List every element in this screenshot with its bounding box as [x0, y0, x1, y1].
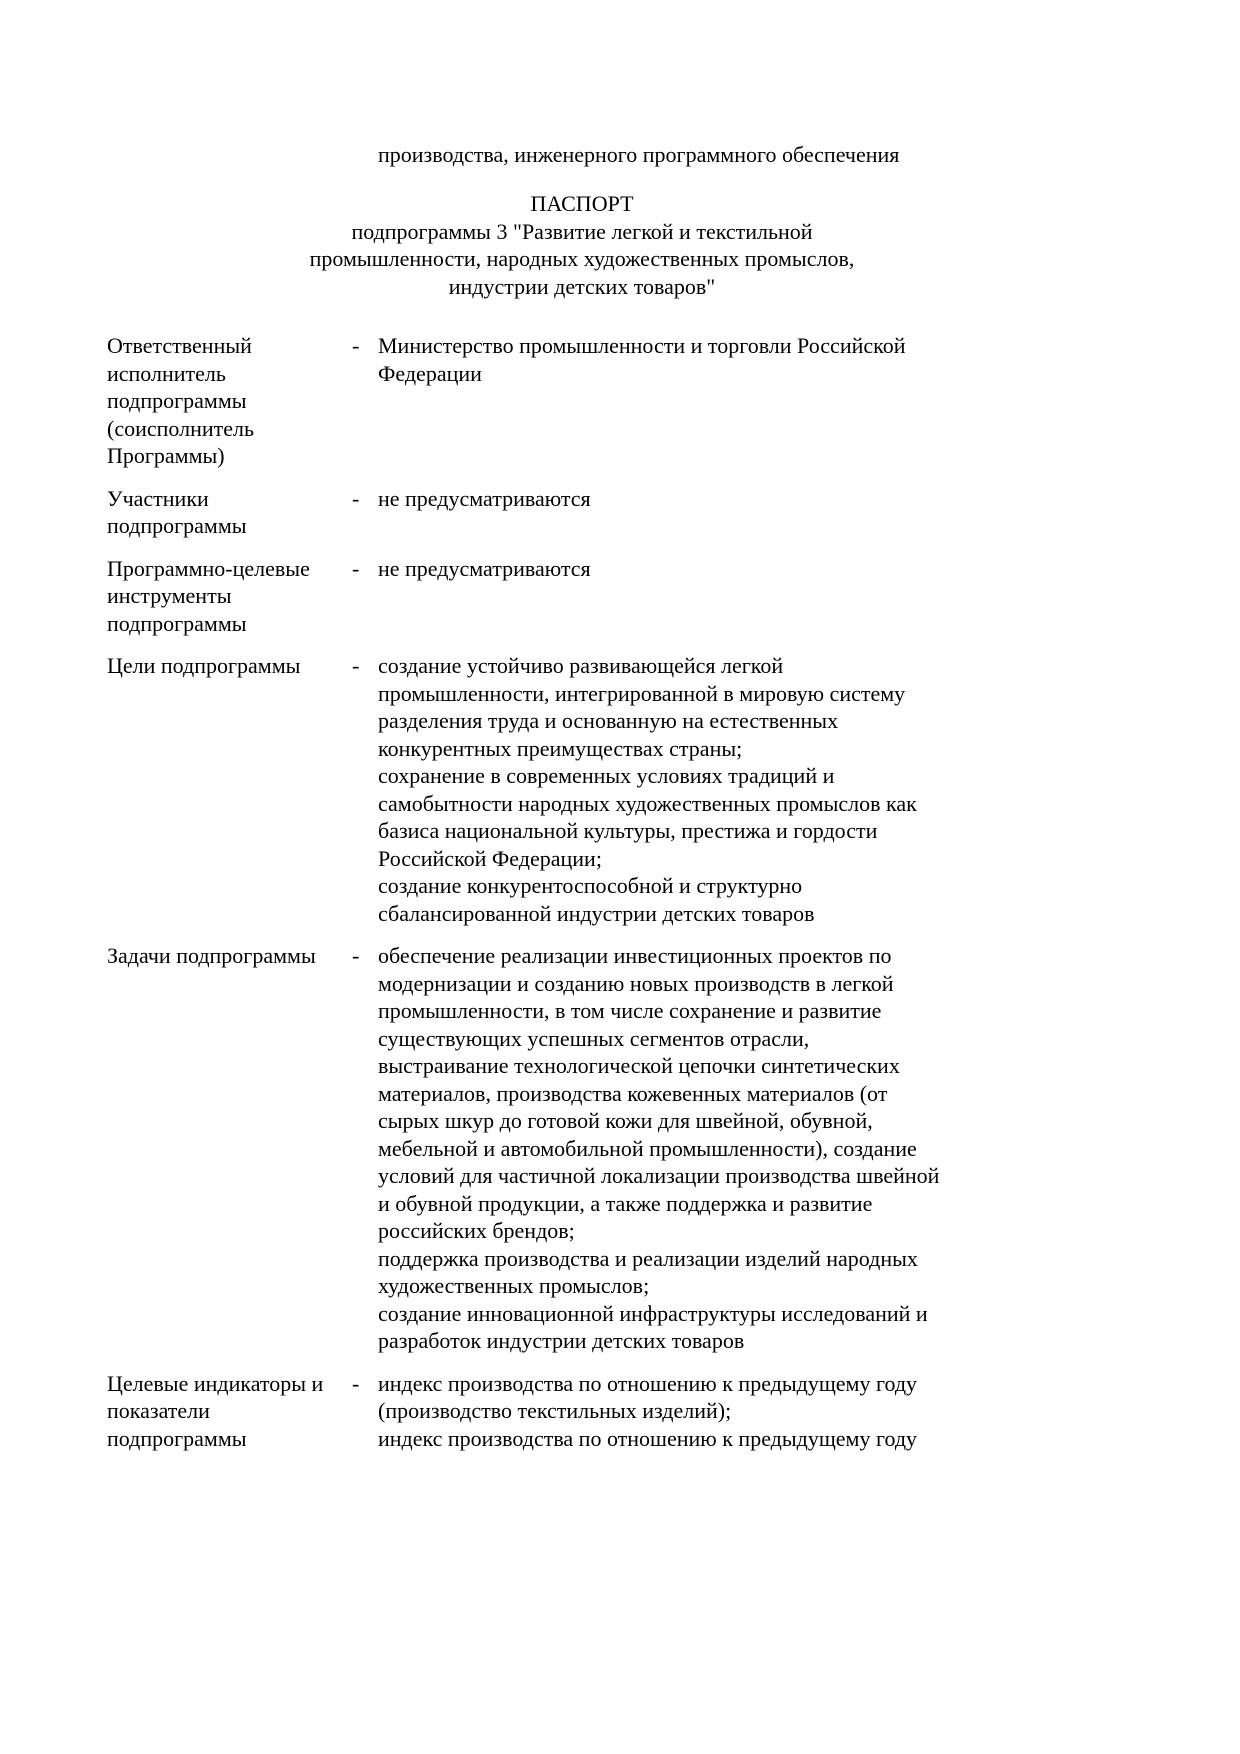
value-paragraph: индекс производства по отношению к предыдущему году — [378, 1425, 918, 1451]
passport-table — [107, 332, 944, 1467]
dash-separator: - — [352, 653, 360, 678]
row-label: Задачи подпрограммы — [107, 943, 316, 968]
row-label: Программно-целевые инструменты подпрограммы — [107, 555, 310, 636]
subtitle-line: подпрограммы 3 "Развитие легкой и текстильной — [351, 218, 813, 244]
row-label: Ответственный исполнитель подпрограммы (соисполнитель Программы) — [107, 333, 255, 468]
value-paragraph: не предусматриваются — [378, 555, 591, 581]
document-heading — [107, 190, 1057, 300]
value-paragraph: индекс производства по отношению к предыдущему году (производство текстильных изделий); — [378, 1370, 918, 1423]
document-subtitle — [107, 218, 1057, 301]
continuation-text: производства, инженерного программного обеспечения — [378, 142, 900, 167]
value-paragraph: сохранение в современных условиях традиций и самобытности народных художественных промыслов как базиса национальной культуры, престижа и гордости Российской Федерации; — [378, 763, 917, 871]
value-paragraph: поддержка производства и реализации изделий народных художественных промыслов; — [378, 1245, 918, 1298]
dash-separator: - — [352, 943, 360, 968]
row-value — [378, 942, 944, 1355]
row-value — [378, 652, 944, 927]
table-row — [107, 555, 944, 638]
row-label: Участники подпрограммы — [107, 485, 247, 538]
subtitle-line: промышленности, народных художественных промыслов, — [309, 246, 855, 271]
table-row — [107, 332, 944, 470]
value-paragraph: создание инновационной инфраструктуры исследований и разработок индустрии детских товаров — [378, 1300, 928, 1353]
table-row — [107, 485, 944, 540]
row-value — [378, 555, 944, 583]
dash-separator: - — [352, 485, 360, 511]
table-row — [107, 942, 944, 1355]
subtitle-line: индустрии детских товаров" — [448, 273, 716, 299]
value-paragraph: обеспечение реализации инвестиционных проектов по модернизации и созданию новых производств в легкой промышленности, в том числе сохранение и развитие существующих успешных сегментов отрасли, выстраивание технологической цепочки синтетических материалов, производства кожевенных материалов (от сырых шкур до готовой кожи для швейной, обувной, мебельной и автомобильной промышленности), создание условий для частичной локализации производства швейной и обувной продукции, а также поддержка и развитие российских брендов; — [378, 943, 940, 1243]
dash-separator: - — [352, 1370, 360, 1396]
table-row — [107, 652, 944, 927]
table-row — [107, 1370, 944, 1453]
dash-separator: - — [352, 333, 360, 358]
value-paragraph: создание конкурентоспособной и структурно сбалансированной индустрии детских товаров — [378, 873, 815, 926]
row-value — [378, 332, 944, 387]
row-label: Целевые индикаторы и показатели подпрограммы — [107, 1370, 324, 1451]
document-title: ПАСПОРТ — [530, 191, 634, 216]
row-label: Цели подпрограммы — [107, 653, 301, 678]
value-paragraph: создание устойчиво развивающейся легкой промышленности, интегрированной в мировую систему разделения труда и основанную на естественных конкурентных преимуществах страны; — [378, 653, 906, 761]
row-value — [378, 485, 944, 513]
dash-separator: - — [352, 555, 360, 581]
row-value — [378, 1370, 944, 1453]
value-paragraph: не предусматриваются — [378, 485, 591, 511]
value-paragraph: Министерство промышленности и торговли Российской Федерации — [378, 333, 906, 386]
